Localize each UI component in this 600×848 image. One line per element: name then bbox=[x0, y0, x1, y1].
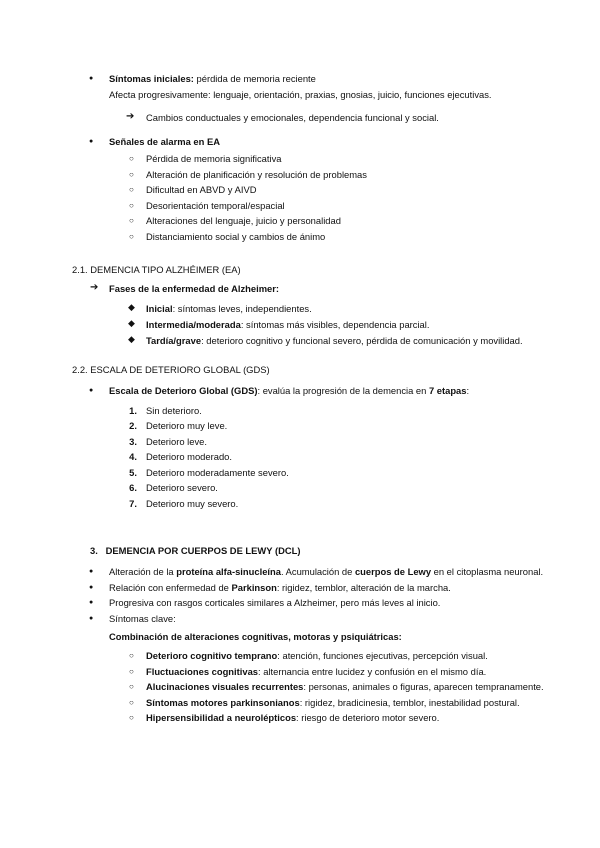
bullet-gds bbox=[109, 385, 469, 397]
bullet-sintomas-iniciales bbox=[109, 73, 316, 85]
arrow-icon: ➔ bbox=[126, 111, 135, 122]
combo-text: Combinación de alteraciones cognitivas, motoras y psiquiátricas: bbox=[109, 631, 402, 642]
circle-bullet-icon: ○ bbox=[129, 713, 134, 722]
fase-text: : síntomas leves, independientes. bbox=[172, 303, 312, 314]
clave-text: : personas, animales o figuras, aparecen tempranamente. bbox=[303, 681, 544, 692]
diamond-bullet-icon: ◆ bbox=[128, 334, 135, 344]
fase-text: : síntomas más visibles, dependencia parcial. bbox=[240, 319, 430, 330]
clave-label: Fluctuaciones cognitivas bbox=[146, 666, 259, 677]
etapa-number: 7. bbox=[129, 498, 137, 509]
heading-2-1: 2.1. DEMENCIA TIPO ALZHÉIMER (EA) bbox=[72, 264, 241, 275]
etapa-number: 4. bbox=[129, 451, 137, 462]
sintomas-text: pérdida de memoria reciente bbox=[193, 73, 316, 84]
fase-label: Inicial bbox=[146, 303, 173, 314]
bullet-lewy-3: ● Progresiva con rasgos corticales similares a Alzheimer, pero más leves al inicio. bbox=[109, 597, 440, 609]
bullet-senales-alarma bbox=[109, 136, 220, 148]
text-run: en el citoplasma neuronal. bbox=[431, 566, 544, 577]
text-run: : rigidez, temblor, alteración de la marcha. bbox=[276, 582, 451, 593]
clave-text: : alternancia entre lucidez y confusión en el mismo día. bbox=[258, 666, 487, 677]
etapa-text: Deterioro muy severo. bbox=[146, 498, 239, 509]
text-run: Alteración de la bbox=[109, 566, 177, 577]
etapa-text: Deterioro muy leve. bbox=[146, 420, 228, 431]
etapa-text: Deterioro moderadamente severo. bbox=[146, 467, 289, 478]
clave-text: : atención, funciones ejecutivas, percepción visual. bbox=[277, 650, 488, 661]
fase-text: : deterioro cognitivo y funcional severo, pérdida de comunicación y movilidad. bbox=[201, 335, 523, 346]
circle-bullet-icon: ○ bbox=[129, 201, 134, 210]
circle-bullet-icon: ○ bbox=[129, 232, 134, 241]
circle-bullet-icon: ○ bbox=[129, 698, 134, 707]
clave-label: Alucinaciones visuales recurrentes bbox=[146, 681, 304, 692]
sintomas-label: Síntomas iniciales: bbox=[109, 73, 194, 84]
etapa-text: Deterioro severo. bbox=[146, 482, 218, 493]
alarma-label: Señales de alarma en EA bbox=[109, 136, 220, 147]
afecta-line: Afecta progresivamente: lenguaje, orientación, praxias, gnosias, juicio, funciones ejecutivas. bbox=[109, 89, 492, 100]
alarma-item: Desorientación temporal/espacial bbox=[146, 200, 285, 211]
diamond-bullet-icon: ◆ bbox=[128, 318, 135, 328]
circle-bullet-icon: ○ bbox=[129, 170, 134, 179]
heading-3-title: DEMENCIA POR CUERPOS DE LEWY (DCL) bbox=[105, 545, 301, 556]
gds-label: Escala de Deterioro Global (GDS) bbox=[109, 385, 258, 396]
bullet-lewy-1 bbox=[109, 566, 543, 578]
fase-label: Intermedia/moderada bbox=[146, 319, 241, 330]
alarma-item: Distanciamiento social y cambios de ánimo bbox=[146, 231, 326, 242]
etapa-text: Deterioro moderado. bbox=[146, 451, 232, 462]
etapa-text: Sin deterioro. bbox=[146, 405, 202, 416]
heading-3 bbox=[90, 545, 300, 557]
circle-bullet-icon: ○ bbox=[129, 216, 134, 225]
gds-text: : evalúa la progresión de la demencia en bbox=[257, 385, 429, 396]
fase-item bbox=[146, 319, 429, 331]
gds-bold: 7 etapas bbox=[428, 385, 467, 396]
etapa-number: 3. bbox=[129, 436, 137, 447]
text-run: . Acumulación de bbox=[280, 566, 355, 577]
etapa-number: 1. bbox=[129, 405, 137, 416]
bold-run: cuerpos de Lewy bbox=[354, 566, 432, 577]
clave-item bbox=[146, 712, 439, 724]
fases-label-line bbox=[109, 283, 279, 295]
clave-item bbox=[146, 681, 544, 693]
circle-bullet-icon: ○ bbox=[129, 682, 134, 691]
combo-line bbox=[109, 631, 402, 643]
clave-label: Síntomas motores parkinsonianos bbox=[146, 697, 300, 708]
clave-item bbox=[146, 666, 486, 678]
clave-item bbox=[146, 650, 488, 662]
cambios-line: Cambios conductuales y emocionales, dependencia funcional y social. bbox=[146, 112, 439, 123]
fase-item bbox=[146, 335, 523, 347]
diamond-bullet-icon: ◆ bbox=[128, 302, 135, 312]
alarma-item: Alteraciones del lenguaje, juicio y personalidad bbox=[146, 215, 341, 226]
clave-item bbox=[146, 697, 520, 709]
heading-3-number: 3. bbox=[90, 545, 98, 556]
text-run: Relación con enfermedad de bbox=[109, 582, 232, 593]
fases-label: Fases de la enfermedad de Alzheimer: bbox=[109, 283, 280, 294]
alarma-item: Alteración de planificación y resolución de problemas bbox=[146, 169, 367, 180]
gds-end: : bbox=[466, 385, 470, 396]
heading-2-2: 2.2. ESCALA DE DETERIORO GLOBAL (GDS) bbox=[72, 364, 270, 375]
etapa-text: Deterioro leve. bbox=[146, 436, 207, 447]
circle-bullet-icon: ○ bbox=[129, 185, 134, 194]
alarma-item: Pérdida de memoria significativa bbox=[146, 153, 282, 164]
alarma-item: Dificultad en ABVD y AIVD bbox=[146, 184, 257, 195]
bold-run: proteína alfa-sinucleína bbox=[176, 566, 281, 577]
clave-label: Hipersensibilidad a neurolépticos bbox=[146, 712, 297, 723]
circle-bullet-icon: ○ bbox=[129, 154, 134, 163]
arrow-icon: ➔ bbox=[90, 282, 99, 293]
bullet-lewy-2 bbox=[109, 582, 451, 594]
circle-bullet-icon: ○ bbox=[129, 651, 134, 660]
etapa-number: 5. bbox=[129, 467, 137, 478]
clave-text: : riesgo de deterioro motor severo. bbox=[296, 712, 440, 723]
circle-bullet-icon: ○ bbox=[129, 667, 134, 676]
etapa-number: 6. bbox=[129, 482, 137, 493]
etapa-number: 2. bbox=[129, 420, 137, 431]
fase-label: Tardía/grave bbox=[146, 335, 202, 346]
bullet-lewy-4: ● Síntomas clave: bbox=[109, 613, 176, 625]
bold-run: Parkinson bbox=[231, 582, 277, 593]
clave-text: : rigidez, bradicinesia, temblor, inestabilidad postural. bbox=[299, 697, 520, 708]
fase-item bbox=[146, 303, 312, 315]
clave-label: Deterioro cognitivo temprano bbox=[146, 650, 278, 661]
